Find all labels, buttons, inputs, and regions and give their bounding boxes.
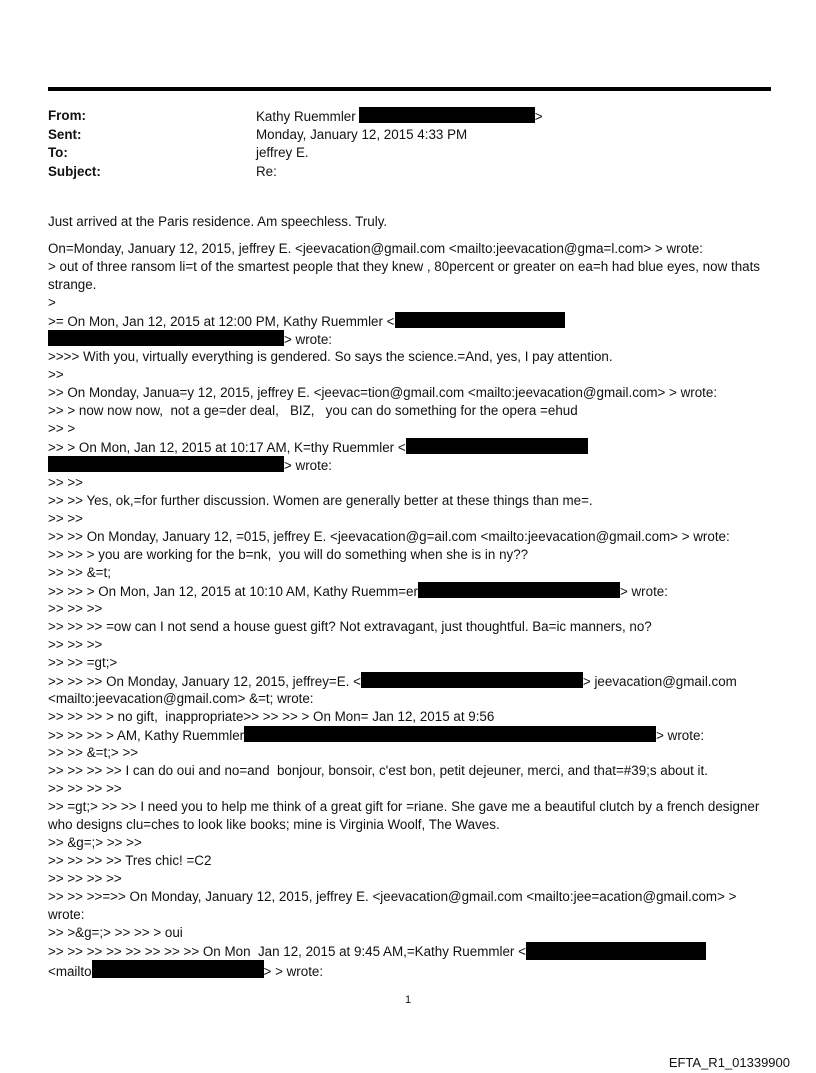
body-line: >> >> >> >> Tres chic! =C2 <box>48 853 212 868</box>
body-line: >> >> >> >> <box>48 871 122 886</box>
body-line: >> >> =gt;> <box>48 655 118 670</box>
body-line: >> >> >>=>> On Monday, January 12, 2015, jeffrey E. <jeevacation@gmail.com <mailto:jee=acation@gmail.com> > wrote: <box>48 889 737 922</box>
body-line: >> >> > you are working for the b=nk, you will do something when she is in ny?? <box>48 547 529 562</box>
from-value: Kathy Ruemmler > <box>256 109 543 124</box>
body-line: >> >> Yes, ok,=for further discussion. Women are generally better at these things than me=. <box>48 493 593 508</box>
body-line: >> >> >> >> >> >> >> >> On Mon Jan 12, 2015 at 9:45 AM,=Kathy Ruemmler < <box>48 942 774 960</box>
body-line: >> > now now now, not a ge=der deal, BIZ, you can do something for the opera =ehud <box>48 403 578 418</box>
redaction-box <box>244 726 656 742</box>
subject-label: Subject: <box>48 163 101 179</box>
body-line: >> >> >> >> I can do oui and no=and bonjour, bonsoir, c'est bon, petit dejeuner, merci, and that=#39;s about it. <box>48 763 708 778</box>
body-line: >> >> >> > no gift, inappropriate>> >> >> > On Mon= Jan 12, 2015 at 9:56 <box>48 709 495 724</box>
to-value: jeffrey E. <box>256 145 309 160</box>
redaction-box <box>526 942 706 960</box>
page-number: 1 <box>404 994 412 1006</box>
body-line: >> =gt;> >> >> I need you to help me think of a great gift for =riane. She gave me a beautiful clutch by a french designer who designs clu=ches to look like books; mine is Virginia Woolf, The Waves. <box>48 799 760 832</box>
body-line: > <box>48 295 56 310</box>
to-label: To: <box>48 145 68 160</box>
body-line: >> >> &=t; <box>48 565 111 580</box>
redaction-box <box>395 312 565 328</box>
body-line: >> &g=;> >> >> <box>48 835 142 850</box>
email-body <box>48 213 774 978</box>
body-line: >> <box>48 367 64 382</box>
body-line: >>>> With you, virtually everything is gendered. So says the science.=And, yes, I pay attention. <box>48 349 613 364</box>
body-line: > wrote: <box>48 456 774 474</box>
body-line: >= On Mon, Jan 12, 2015 at 12:00 PM, Kathy Ruemmler < <box>48 312 774 330</box>
redaction-box <box>406 438 588 454</box>
body-line: >> >> >> >> <box>48 781 122 796</box>
header-rule <box>48 87 771 91</box>
body-line: >> >> <box>48 475 84 490</box>
sent-value: Monday, January 12, 2015 4:33 PM <box>256 126 468 142</box>
body-line: >> > <box>48 421 76 436</box>
subject-value: Re: <box>256 163 277 179</box>
body-line: > out of three ransom li=t of the smartest people that they knew , 80percent or greater on ea=h had blue eyes, now thats strange. <box>48 259 760 292</box>
body-line: <mailto > > wrote: <box>48 960 774 978</box>
body-line: >> >> >> <box>48 637 103 652</box>
body-line: On=Monday, January 12, 2015, jeffrey E. <jeevacation@gmail.com <mailto:jeevacation@gma=l.com> > wrote: <box>48 241 703 256</box>
redaction-box <box>418 582 620 598</box>
body-line: >> >> >> On Monday, January 12, 2015, jeffrey=E. < > jeevacation@gmail.com <box>48 674 737 689</box>
body-line: >> >> >> <box>48 601 103 616</box>
body-line: >> >&g=;> >> >> > oui <box>48 925 183 940</box>
body-line: >> >> <box>48 511 84 526</box>
redaction-box <box>48 330 284 346</box>
body-line: >> >> &=t;> >> <box>48 745 139 760</box>
body-line: > wrote: <box>48 330 774 348</box>
body-line: >> >> >> > AM, Kathy Ruemmler > wrote: <box>48 728 705 743</box>
body-line: >> >> >> =ow can I not send a house guest gift? Not extravagant, just thoughtful. Ba=ic manners, no? <box>48 619 652 634</box>
body-line: >> > On Mon, Jan 12, 2015 at 10:17 AM, K=thy Ruemmler < <box>48 438 774 456</box>
body-line: >> >> On Monday, January 12, =015, jeffrey E. <jeevacation@g=ail.com <mailto:jeevacation@gmail.com> > wrote: <box>48 529 730 544</box>
body-line: <mailto:jeevacation@gmail.com> &=t; wrote: <box>48 691 314 706</box>
sent-label: Sent: <box>48 126 82 142</box>
redaction-box <box>92 960 264 978</box>
redaction-box <box>359 107 535 123</box>
body-line: Just arrived at the Paris residence. Am speechless. Truly. <box>48 214 388 229</box>
body-line: >> On Monday, Janua=y 12, 2015, jeffrey E. <jeevac=tion@gmail.com <mailto:jeevacation@gmail.com> > wrote: <box>48 385 718 400</box>
from-label: From: <box>48 108 86 123</box>
body-line: >> >> > On Mon, Jan 12, 2015 at 10:10 AM, Kathy Ruemm=er > wrote: <box>48 584 668 599</box>
redaction-box <box>48 456 284 472</box>
document-id: EFTA_R1_01339900 <box>668 1055 790 1070</box>
redaction-box <box>361 672 583 688</box>
